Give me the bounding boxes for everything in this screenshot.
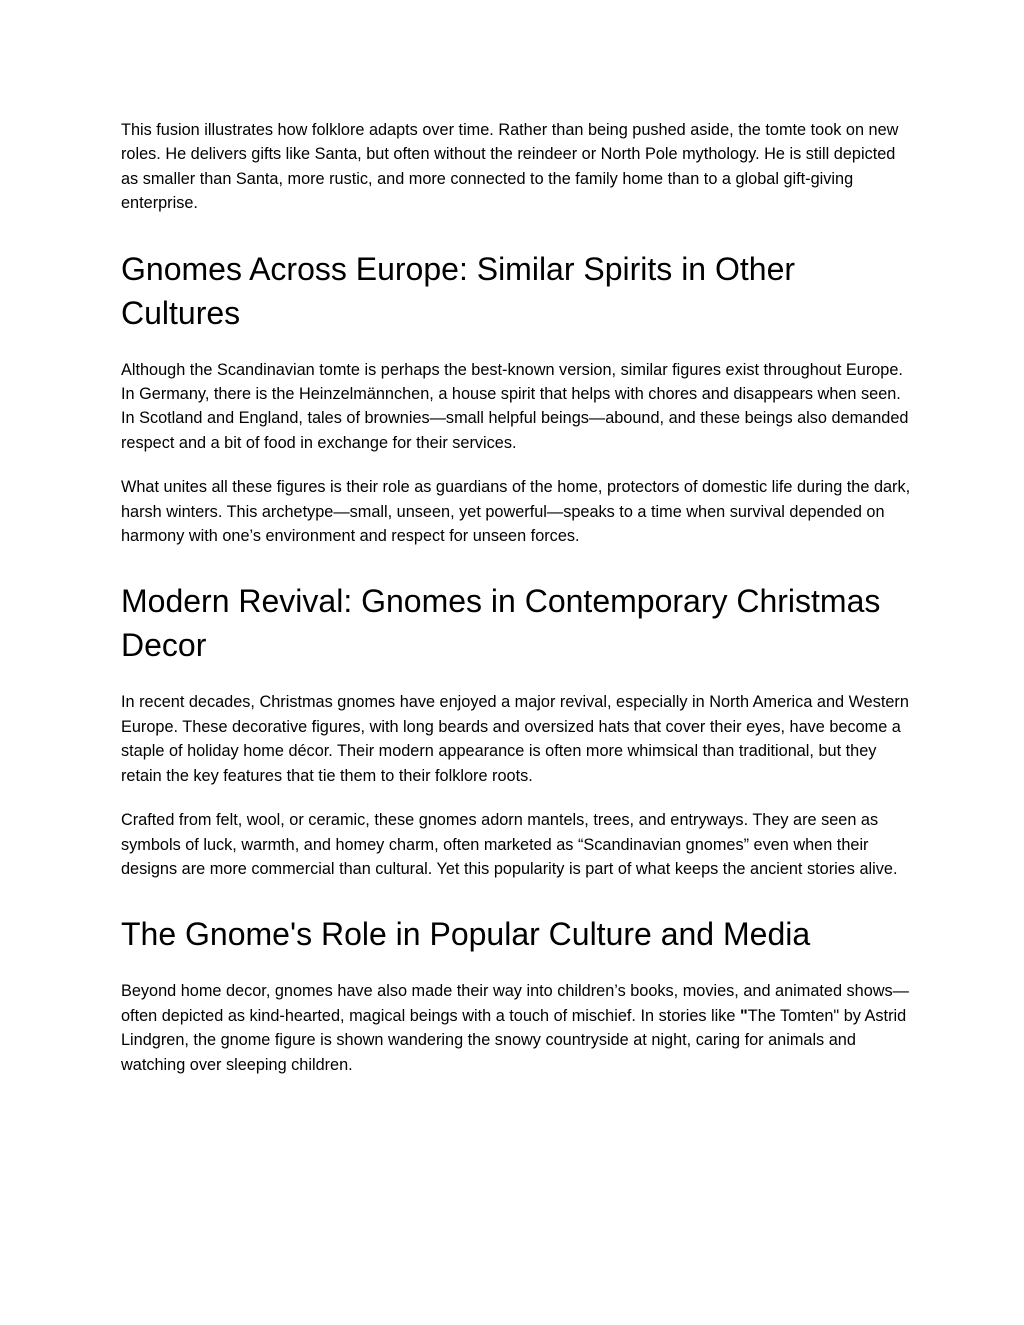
paragraph-recent-decades: In recent decades, Christmas gnomes have enjoyed a major revival, especially in North America and Western Europe. These decorative figures, with long beards and oversized hats that cover their eyes, have become a staple of holiday home décor. Their modern appearance is often more whimsical than traditional, but they retain the key features that tie them to their folklore roots. — [121, 693, 909, 785]
document-page — [121, 118, 911, 1097]
paragraph-text-after-title: by Astrid Lindgren, the gnome figure is shown wandering the snowy countryside at night, caring for animals and watching over sleeping children. — [121, 1006, 907, 1074]
book-title: The Tomten" — [747, 1006, 840, 1025]
heading-modern-revival: Modern Revival: Gnomes in Contemporary Christmas Decor — [121, 583, 881, 664]
paragraph-crafted-from-felt: Crafted from felt, wool, or ceramic, these gnomes adorn mantels, trees, and entryways. They are seen as symbols of luck, warmth, and homey charm, often marketed as “Scandinavian gnomes” even when their designs are more commercial than cultural. Yet this popularity is part of what keeps the ancient stories alive. — [121, 811, 898, 878]
paragraph-guardians-of-home: What unites all these figures is their role as guardians of the home, protectors of domestic life during the dark, harsh winters. This archetype—small, unseen, yet powerful—speaks to a time when survival depended on harmony with one’s environment and respect for unseen forces. — [121, 478, 911, 546]
paragraph-text-before-title: Beyond home decor, gnomes have also made their way into children’s books, movies, and animated shows—often depicted as kind-hearted, magical beings with a touch of mischief. In stories like — [121, 982, 909, 1025]
paragraph-tomte-fusion: This fusion illustrates how folklore adapts over time. Rather than being pushed aside, the tomte took on new roles. He delivers gifts like Santa, but often without the reindeer or North Pole mythology. He is still depicted as smaller than Santa, more rustic, and more connected to the family home than to a global gift-giving enterprise. — [121, 121, 899, 213]
paragraph-similar-figures: Although the Scandinavian tomte is perhaps the best-known version, similar figures exist throughout Europe. In Germany, there is the Heinzelmännchen, a house spirit that helps with chores and disappears when seen. In Scotland and England, tales of brownies—small helpful beings—abound, and these beings also demanded respect and a bit of food in exchange for their services. — [121, 360, 909, 452]
heading-gnomes-across-europe: Gnomes Across Europe: Similar Spirits in Other Cultures — [121, 250, 796, 331]
bold-quote-mark: " — [740, 1006, 748, 1025]
paragraph-beyond-home-decor — [121, 979, 911, 1077]
heading-popular-culture: The Gnome's Role in Popular Culture and Media — [121, 916, 811, 953]
